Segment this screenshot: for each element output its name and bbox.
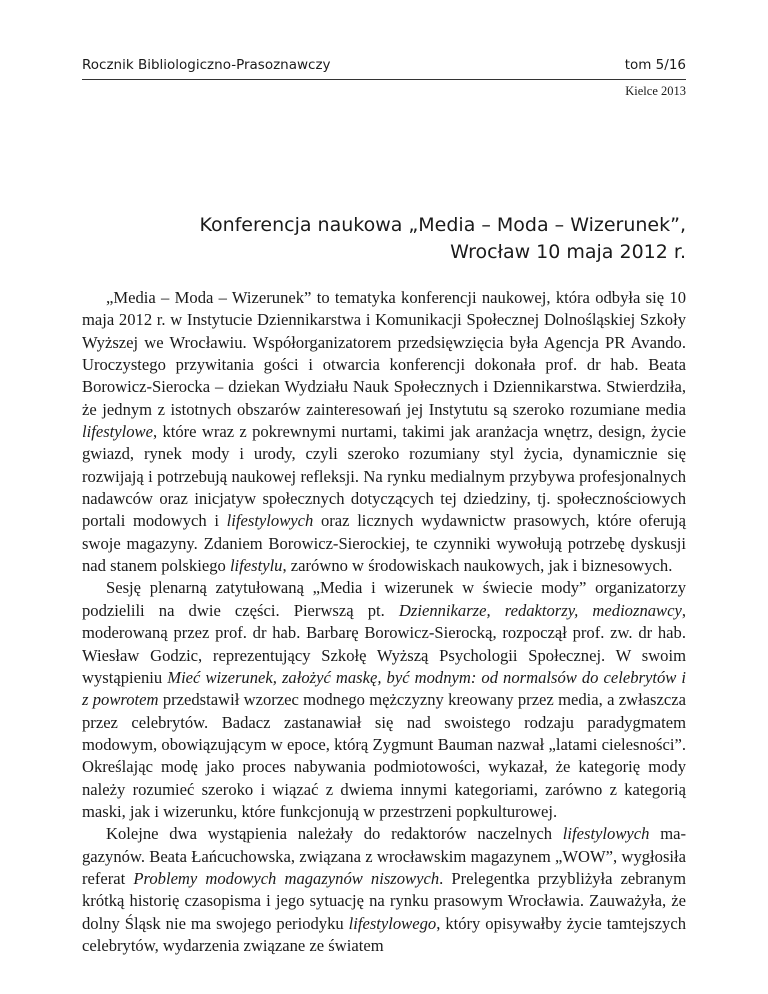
italic-text: lifestylowych: [226, 511, 314, 531]
italic-text: lifestylowego: [348, 913, 437, 933]
text-segment: . Prelegentka przybliżyła zebranym krótką historię czasopisma i jego sytuację na rynku prasowym Wrocławia. Zauważyła, że dolny Śląsk nie ma swojego periodyku: [82, 868, 686, 933]
article-body: [82, 287, 686, 957]
text-segment: , które wraz z pokrewnymi nurtami, takimi jak aranżacja wnętrz, design, życie gwiazd, rynek mody i urody, czyli szeroko rozumiany styl życia, dynamicznie się rozwijają i potrzebują naukowej refleksji. Na rynku medialnym przybywa profesjonalnych nadawców oraz inicjatyw społecznych dotyczących tej dziedziny, tj. społecznościowych portali modowych i: [82, 422, 686, 531]
italic-text: Mieć wizerunek, założyć maskę, być modnym: od normalsów do celebrytów i z powrotem: [82, 667, 686, 710]
text-segment: , zarówno w środowiskach naukowych, jak i biznesowych.: [282, 556, 673, 576]
italic-text: Dziennikarze, redaktorzy, medioznawcy: [398, 600, 682, 620]
running-head: [82, 57, 686, 79]
body-paragraph: [82, 287, 686, 577]
italic-text: Problemy modowych magazynów niszowych: [133, 868, 440, 888]
article-title-line-2: Wrocław 10 maja 2012 r.: [450, 241, 686, 263]
text-segment: magazynów. Beata Łańcuchowska, związana z wrocławskim magazynem „WOW”, wygłosiła referat: [82, 824, 686, 888]
article-title: [199, 212, 686, 266]
place-year: Kielce 2013: [625, 84, 686, 98]
body-paragraph: [82, 823, 686, 957]
italic-text: lifestylowych: [562, 824, 650, 844]
italic-text: lifestylu: [229, 556, 283, 576]
article-title-line-1: Konferencja naukowa „Media – Moda – Wizerunek”,: [199, 214, 686, 236]
journal-title: Rocznik Bibliologiczno-Prasoznawczy: [82, 57, 331, 73]
text-segment: Kolejne dwa wystąpienia należały do redaktorów naczelnych: [106, 824, 563, 844]
text-segment: oraz licznych wydawnictw prasowych, które oferują swoje magazyny. Zdaniem Borowicz-Sierockiej, te czynniki wywołują potrzebę dyskusji nad stanem polskiego: [82, 511, 686, 576]
header-rule: [82, 79, 686, 80]
text-segment: , który opisywałby życie tamtejszych celebrytów, wydarzenia związane ze światem: [82, 913, 686, 955]
volume-number: tom 5/16: [624, 57, 686, 73]
italic-text: lifestylowe: [82, 422, 153, 442]
text-segment: „Media – Moda – Wizerunek” to tematyka konferencji naukowej, która odbyła się 10 maja 2012 r. w Instytucie Dziennikarstwa i Komunikacji Społecznej Dolnośląskiej Szkoły Wyższej we Wrocławiu. Współorganizatorem przedsięwzięcia była Agencja PR Avando. Uroczystego przywitania gości i otwarcia konferencji dokonała prof. dr hab. Beata Borowicz-Sierocka – dziekan Wydziału Nauk Społecznych i Dziennikarstwa. Stwierdziła, że jednym z istotnych obszarów zainteresowań jej Instytutu są szeroko rozumiane media: [82, 288, 686, 419]
text-segment: Sesję plenarną zatytułowaną „Media i wizerunek w świecie mody” organizatorzy podzielili na dwie części. Pierwszą pt.: [82, 578, 686, 620]
text-segment: , moderowaną przez prof. dr hab. Barbarę Borowicz-Sierocką, rozpoczął prof. zw. dr hab. Wiesław Godzic, reprezentujący Szkołę Wyższą Psychologii Społecznej. W swoim wystąpieniu: [82, 600, 686, 687]
body-paragraph: [82, 577, 686, 823]
text-segment: przedstawił wzorzec modnego mężczyzny kreowany przez media, a zwłaszcza przez celebrytów. Badacz zastanawiał się nad swoistego rodzaju paradygmatem modowym, obowiązującym w epoce, którą Zygmunt Bauman nazwał „latami cielesności”. Określając modę jako proces nabywania podmiotowości, wykazał, że kategorię mody należy rozumieć szeroko i wiązać z dwiema innymi kategoriami, zarówno z kategorią maski, jak i wizerunku, które funkcjonują w przestrzeni popkulturowej.: [82, 690, 686, 821]
